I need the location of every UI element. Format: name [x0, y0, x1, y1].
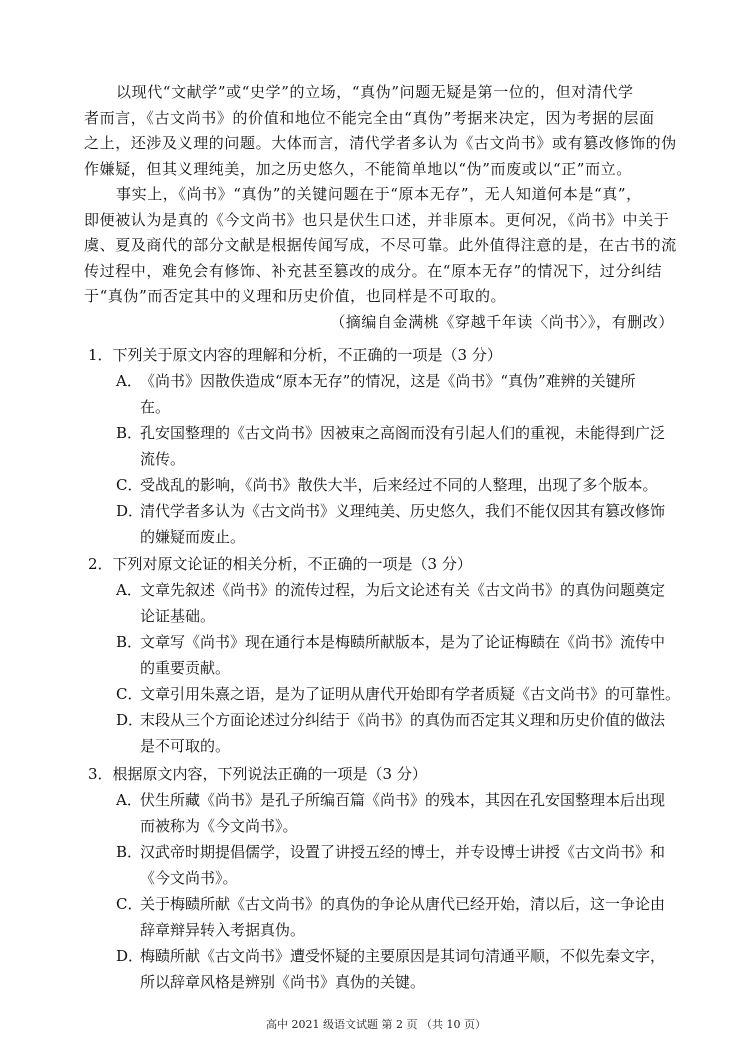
option-a[interactable] [88, 368, 698, 420]
question-stem: 1．下列关于原文内容的理解和分析，不正确的一项是（3 分） [88, 346, 502, 364]
option-letter: D． [116, 711, 144, 729]
passage-line: 之上，还涉及义理的问题。大体而言，清代学者多认为《古文尚书》或有篡改修饰的伪 [84, 134, 677, 152]
option-c[interactable] [88, 472, 698, 498]
option-text: 论证基础。 [140, 607, 216, 625]
option-letter: D． [116, 502, 144, 520]
passage-line: 于“真伪”而否定其中的义理和历史价值，也同样是不可取的。 [84, 287, 507, 305]
option-letter: A． [116, 581, 142, 599]
page-footer: 高中 2021 级语文试题 第 2 页 （共 10 页） [266, 1018, 486, 1031]
option-d[interactable] [88, 498, 698, 550]
question-stem: 3．根据原文内容，下列说法正确的一项是（3 分） [88, 765, 427, 783]
option-text: 梅赜所献《古文尚书》遭受怀疑的主要原因是其词句清通平顺，不似先秦文字， [140, 947, 666, 965]
option-a[interactable] [88, 787, 698, 839]
option-text: 而被称为《今文尚书》。 [140, 817, 298, 835]
option-text: 辞章辩异转入考据真伪。 [140, 921, 306, 939]
option-text: 的嫌疑而废止。 [140, 528, 246, 546]
option-letter: D． [116, 947, 144, 965]
option-text: 文章写《尚书》现在通行本是梅赜所献版本，是为了论证梅赜在《尚书》流传中 [140, 633, 666, 651]
option-c[interactable] [88, 681, 698, 707]
option-letter: C． [116, 895, 143, 913]
option-text: 文章引用朱熹之语，是为了证明从唐代开始即有学者质疑《古文尚书》的可靠性。 [140, 685, 681, 703]
option-c[interactable] [88, 891, 698, 943]
option-text: 流传。 [140, 450, 186, 468]
option-letter: C． [116, 476, 143, 494]
passage-source: （摘编自金满桃《穿越千年读〈尚书〉》，有删改） [330, 312, 674, 331]
option-text: 末段从三个方面论述过分纠结于《尚书》的真伪而否定其义理和历史价值的做法 [140, 711, 666, 729]
option-text: 在。 [140, 398, 171, 416]
option-text: 关于梅赜所献《古文尚书》的真伪的争论从唐代已经开始，清以后，这一争论由 [140, 895, 666, 913]
option-a[interactable] [88, 577, 698, 629]
option-text: 是不可取的。 [140, 737, 231, 755]
option-text: 汉武帝时期提倡儒学，设置了讲授五经的博士，并专设博士讲授《古文尚书》和 [140, 843, 666, 861]
option-d[interactable] [88, 707, 698, 759]
option-letter: C． [116, 685, 143, 703]
passage-line: 作嫌疑，但其义理纯美，加之历史悠久，不能简单地以“伪”而废或以“正”而立。 [84, 159, 632, 178]
reading-passage [84, 80, 677, 335]
passage-line: 传过程中，难免会有修饰、补充甚至篡改的成分。在“原本无存”的情况下，过分纠结 [84, 261, 663, 280]
question-2 [88, 551, 698, 759]
option-letter: B． [116, 843, 143, 861]
option-letter: B． [116, 633, 143, 651]
option-text: 文章先叙述《尚书》的流传过程，为后文论述有关《古文尚书》的真伪问题奠定 [140, 581, 666, 599]
passage-line: 事实上，《尚书》“真伪”的关键问题在于“原本无存”，无人知道何本是“真”， [116, 185, 642, 203]
option-d[interactable] [88, 943, 698, 995]
option-letter: B． [116, 424, 143, 442]
option-text: 受战乱的影响，《尚书》散佚大半，后来经过不同的人整理，出现了多个版本。 [140, 476, 658, 494]
option-text: 清代学者多认为《古文尚书》义理纯美、历史悠久，我们不能仅因其有篡改修饰 [140, 502, 666, 520]
passage-line: 虞、夏及商代的部分文献是根据传闻写成，不尽可靠。此外值得注意的是，在古书的流 [84, 236, 677, 254]
option-b[interactable] [88, 629, 698, 681]
option-b[interactable] [88, 839, 698, 891]
option-text: 所以辞章风格是辨别《尚书》真伪的关键。 [140, 973, 426, 991]
option-b[interactable] [88, 420, 698, 472]
option-letter: A． [116, 372, 142, 390]
question-stem: 2．下列对原文论证的相关分析，不正确的一项是（3 分） [88, 555, 472, 573]
option-text: 的重要贡献。 [140, 659, 231, 677]
option-text: 《尚书》因散佚造成“原本无存”的情况，这是《尚书》“真伪”难辨的关键所 [140, 372, 636, 390]
passage-line: 即便被认为是真的《今文尚书》也只是伏生口述，并非原本。更何况，《尚书》中关于 [84, 210, 670, 229]
passage-line: 者而言，《古文尚书》的价值和地位不能完全由“真伪”考据来决定，因为考据的层面 [84, 108, 655, 127]
question-1 [88, 342, 698, 550]
option-text: 孔安国整理的《古文尚书》因被束之高阁而没有引起人们的重视，未能得到广泛 [140, 424, 666, 442]
passage-line: 以现代“文献学”或“史学”的立场，“真伪”问题无疑是第一位的，但对清代学 [116, 83, 634, 101]
question-3 [88, 761, 698, 995]
option-text: 《今文尚书》。 [140, 869, 238, 887]
option-text: 伏生所藏《尚书》是孔子所编百篇《尚书》的残本，其因在孔安国整理本后出现 [140, 791, 666, 809]
option-letter: A． [116, 791, 142, 809]
